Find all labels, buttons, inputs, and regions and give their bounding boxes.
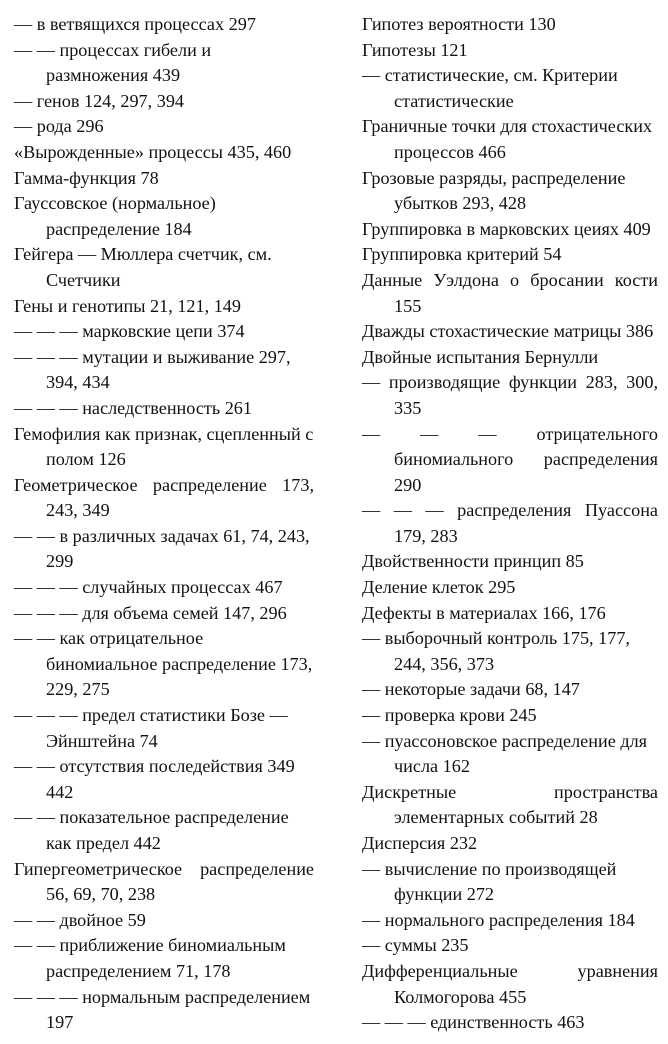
- index-entry: — генов 124, 297, 394: [14, 90, 185, 111]
- index-entry: — — отсутствия последействия 349 442: [14, 756, 295, 802]
- index-entry: — — — распределения Пуассона 179, 283: [362, 500, 658, 546]
- index-entry: Дважды стохастические матрицы 386: [362, 321, 654, 342]
- index-entry: — — — отрицательного биномиального распределения 290: [362, 423, 658, 495]
- index-entry: Группировка в марковских цеиях 409: [362, 218, 651, 239]
- index-entry: — — двойное 59: [14, 909, 146, 930]
- index-entry: Гипотез вероятности 130: [362, 14, 556, 34]
- index-entry: — — — единственность 463: [362, 1012, 585, 1033]
- index-entry: Гамма-функция 78: [14, 167, 159, 188]
- index-entry: Деление клеток 295: [362, 577, 516, 598]
- index-entry: — выборочный контроль 175, 177, 244, 356, 373: [362, 628, 630, 674]
- index-entry: Гейгера — Мюллера счетчик, см. Счетчики: [14, 244, 272, 290]
- index-entry: — — приближение биномиальным распределением 71, 178: [14, 935, 286, 981]
- index-entry: — — процессах гибели и размножения 439: [14, 39, 212, 86]
- index-entry: — — показательное распределение как предел 442: [14, 807, 289, 853]
- index-entry: Группировка критерий 54: [362, 244, 562, 265]
- index-entry: Двойственности принцип 85: [362, 551, 584, 572]
- index-entry: Гауссовское (нормальное) распределение 184: [14, 193, 216, 239]
- index-entry: — — — марковские цепи 374: [14, 321, 245, 342]
- index-entry: Дискретные пространства элементарных событий 28: [362, 781, 658, 828]
- index-entry: «Вырожденные» процессы 435, 460: [14, 141, 292, 162]
- index-entry: Гипотезы 121: [362, 39, 468, 60]
- index-entry: Дисперсия 232: [362, 833, 478, 853]
- index-entry: — нормального распределения 184: [362, 909, 635, 930]
- index-entry: — — — мутации и выживание 297, 394, 434: [14, 346, 291, 393]
- index-entry: — — — нормальным распределением 197: [14, 986, 311, 1033]
- index-entry: Двойные испытания Бернулли: [362, 346, 599, 367]
- index-entry: — — в различных задачах 61, 74, 243, 299: [14, 525, 310, 572]
- index-entry: Гемофилия как признак, сцепленный с полом 126: [14, 423, 314, 470]
- index-entry: — вычисление по производящей функции 272: [362, 858, 617, 905]
- index-entry: — проверка крови 245: [362, 705, 537, 726]
- index-entry: Дифференциальные уравнения Колмогорова 455: [362, 960, 658, 1007]
- index-entry: — некоторые задачи 68, 147: [362, 679, 580, 700]
- index-entry: — производящие функции 283, 300, 335: [362, 372, 658, 418]
- index-entry: — суммы 235: [362, 935, 469, 956]
- index-entry: Гипергеометрическое распределение 56, 69, 70, 238: [14, 858, 314, 905]
- index-entry: Дефекты в материалах 166, 176: [362, 602, 606, 623]
- index-entry: Гены и генотипы 21, 121, 149: [14, 295, 241, 316]
- index-entry: Геометрическое распределение 173, 243, 349: [14, 474, 314, 521]
- index-entry: — статистические, см. Критерии статистические: [362, 65, 618, 111]
- index-column-right: [362, 12, 658, 1036]
- index-entry: — — — наследственность 261: [14, 397, 252, 418]
- index-entry: — пуассоновское распределение для числа 162: [362, 730, 648, 777]
- index-entry: Данные Уэлдона о бросании кости 155: [362, 269, 658, 316]
- index-entry: — рода 296: [14, 116, 104, 137]
- index-entry: — в ветвящихся процессах 297: [14, 14, 256, 34]
- index-entry: Граничные точки для стохастических процессов 466: [362, 116, 653, 162]
- index-column-left: [14, 12, 314, 1036]
- index-entry: — — — предел статистики Бозе — Эйнштейна 74: [14, 705, 288, 751]
- index-entry: — — — случайных процессах 467: [14, 577, 283, 598]
- index-entry: — — — для объема семей 147, 296: [14, 602, 287, 623]
- index-entry: Грозовые разряды, распределение убытков 293, 428: [362, 167, 626, 214]
- index-entry: — — как отрицательное биномиальное распределение 173, 229, 275: [14, 628, 313, 700]
